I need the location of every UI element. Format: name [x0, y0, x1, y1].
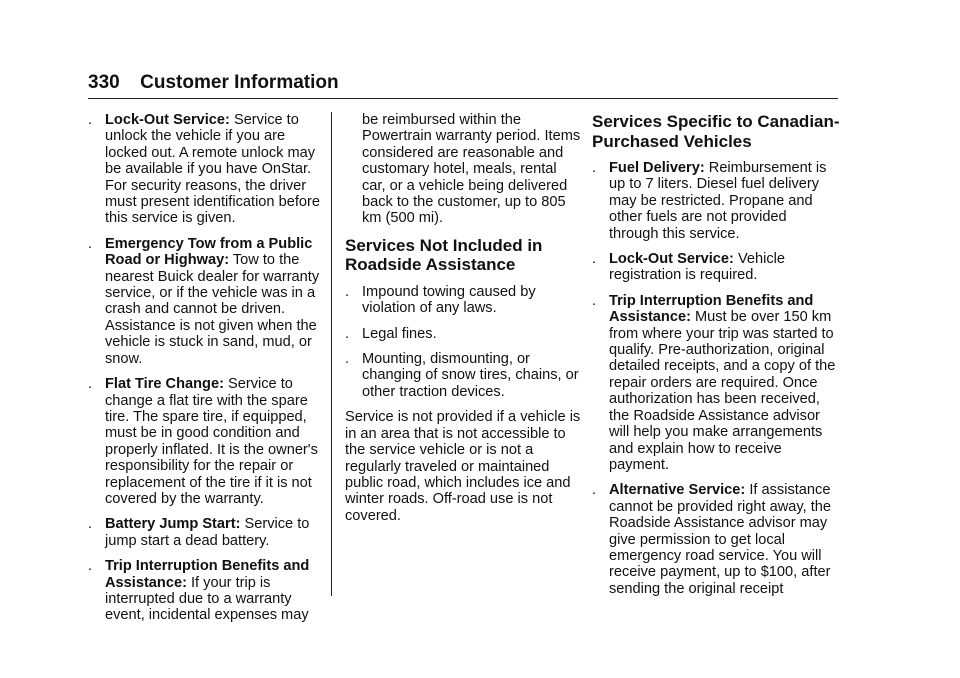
bullet: .: [88, 558, 93, 575]
column-divider: [331, 112, 332, 596]
item-text: Vehicle registration is required.: [609, 251, 786, 284]
column-3: [592, 112, 840, 606]
bullet: .: [592, 251, 597, 268]
list-item: [592, 482, 840, 597]
item-text: Service to change a flat tire with the spare tire. The spare tire, if equipped, must be in good condition and properly inflated. It is the owner's responsibility for the repair or replacement of the tire if it is not covered by the warranty.: [105, 376, 318, 507]
section-heading: Services Specific to Canadian-Purchased Vehicles: [592, 112, 840, 151]
item-text: Legal fines.: [362, 325, 437, 342]
bullet: .: [592, 292, 597, 309]
item-text: If assistance cannot be provided right away, the Roadside Assistance advisor may give permission to get local emergency road service. You will receive payment, up to $100, after sending the original receipt: [609, 482, 832, 597]
list-item: [345, 284, 582, 317]
item-label: Emergency Tow from a Public Road or Highway:: [105, 235, 313, 269]
item-label: Battery Jump Start:: [105, 516, 241, 533]
page-header: [88, 72, 838, 99]
body-paragraph: Service is not provided if a vehicle is in an area that is not accessible to the service vehicle or is not a regularly traveled or maintained public road, which includes ice and winter roads. Off-road use is not covered.: [345, 409, 581, 524]
bullet: .: [345, 283, 350, 300]
list-item: [88, 112, 320, 227]
page-number: 330: [88, 72, 120, 93]
item-label: Fuel Delivery:: [609, 160, 705, 176]
bullet: .: [88, 235, 93, 252]
item-text: Mounting, dismounting, or changing of snow tires, chains, or other traction devices.: [362, 351, 579, 400]
item-label: Trip Interruption Benefits and Assistance:: [609, 292, 814, 326]
list-item: [592, 293, 840, 473]
section-title: Customer Information: [140, 72, 339, 93]
list-item: [88, 376, 320, 507]
item-text: Must be over 150 km from where your trip was started to qualify. Pre-authorization, original detailed receipts, and a copy of the repair orders are required. Once authorization has been received, the Roadside Assistance advisor will help you make arrangements and explain how to receive payment.: [609, 309, 836, 473]
item-label: Lock-Out Service:: [105, 112, 230, 128]
bullet: .: [88, 516, 93, 533]
item-label: Flat Tire Change:: [105, 376, 224, 393]
item-text: If your trip is interrupted due to a warranty event, incidental expenses may: [105, 574, 309, 624]
column-2: [345, 112, 582, 533]
item-text: Tow to the nearest Buick dealer for warranty service, or if the vehicle was in a crash and cannot be driven. Assistance is not given when the vehicle is stuck in sand, mud, or snow.: [105, 252, 320, 367]
list-item: [88, 516, 320, 549]
bullet: .: [88, 376, 93, 393]
list-item: [345, 326, 582, 342]
bullet: .: [592, 482, 597, 499]
item-text: Service to unlock the vehicle if you are locked out. A remote unlock may be available if you have OnStar. For security reasons, the driver must present identification before this service is given.: [105, 112, 320, 227]
list-item: [88, 558, 320, 624]
item-text: Reimbursement is up to 7 liters. Diesel fuel delivery may be restricted. Propane and other fuels are not provided through this service.: [609, 160, 827, 242]
bullet: .: [88, 112, 93, 128]
item-label: Alternative Service:: [609, 482, 746, 499]
list-item: [345, 351, 582, 400]
bullet: .: [345, 351, 350, 368]
item-label: Trip Interruption Benefits and Assistance:: [105, 558, 310, 591]
item-text: Impound towing caused by violation of any laws.: [362, 283, 536, 317]
list-item: [592, 251, 840, 284]
item-text: Service to jump start a dead battery.: [105, 516, 310, 549]
item-label: Lock-Out Service:: [609, 251, 734, 268]
bullet: .: [345, 325, 350, 342]
column-1: [88, 112, 320, 633]
bullet: .: [592, 160, 597, 176]
section-heading: Services Not Included in Roadside Assistance: [345, 235, 543, 275]
list-item: [88, 236, 320, 367]
continued-text: be reimbursed within the Powertrain warranty period. Items considered are reasonable and customary hotel, meals, rental car, or a vehicle being delivered back to the customer, up to 805 km (500 mi).: [362, 112, 581, 227]
list-item: [592, 160, 840, 242]
